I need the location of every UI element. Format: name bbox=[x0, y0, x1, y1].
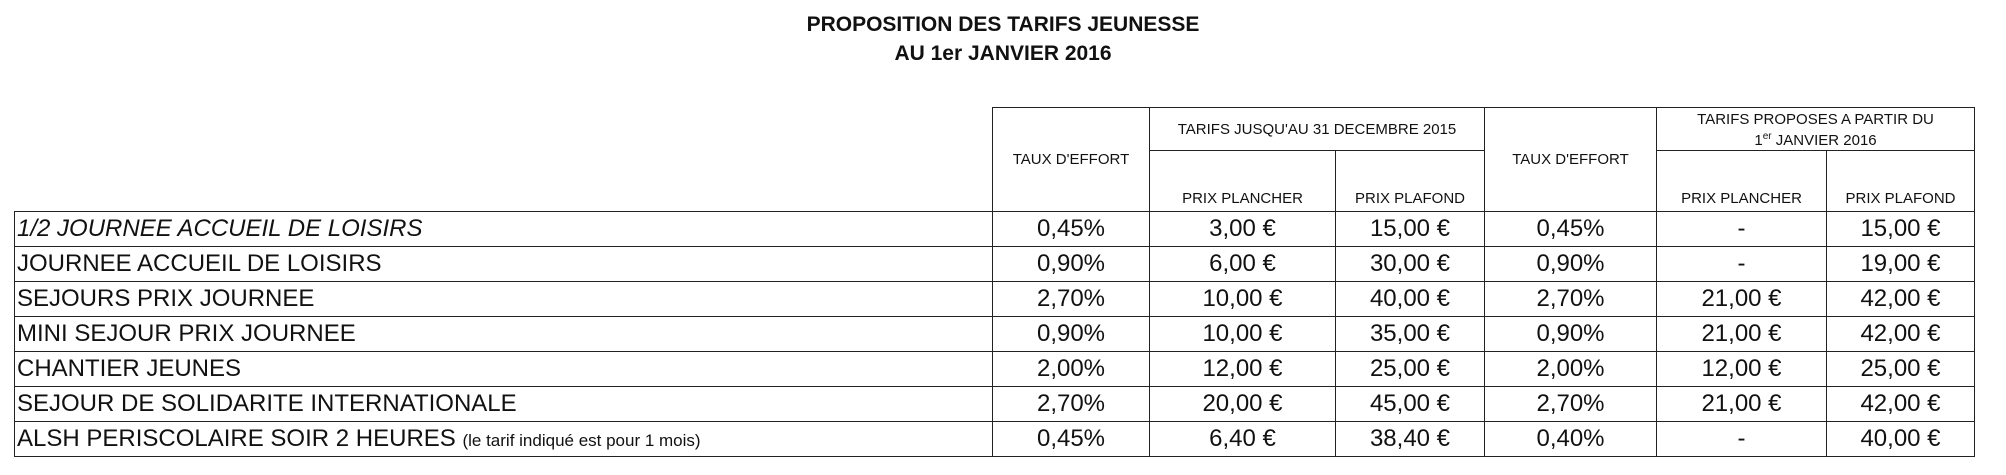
activity-label-cell bbox=[15, 282, 993, 317]
header-row-1 bbox=[15, 108, 1975, 151]
prix-plancher-new-cell: 21,00 € bbox=[1657, 317, 1827, 352]
prix-plafond-new-cell: 40,00 € bbox=[1827, 422, 1975, 457]
table-row bbox=[15, 352, 1975, 387]
prix-plafond-new-cell: 19,00 € bbox=[1827, 247, 1975, 282]
taux-effort-old-cell: 0,90% bbox=[993, 247, 1150, 282]
prix-plancher-new-cell: 21,00 € bbox=[1657, 282, 1827, 317]
header-prix-plafond-new: PRIX PLAFOND bbox=[1827, 151, 1975, 212]
prix-plafond-new-cell: 25,00 € bbox=[1827, 352, 1975, 387]
prix-plancher-old-cell: 12,00 € bbox=[1150, 352, 1336, 387]
header-prix-plafond-old: PRIX PLAFOND bbox=[1336, 151, 1485, 212]
header-tarifs-new-line-2 bbox=[1657, 128, 1974, 149]
prix-plafond-new-cell: 42,00 € bbox=[1827, 317, 1975, 352]
prix-plancher-new-cell: - bbox=[1657, 247, 1827, 282]
activity-label: CHANTIER JEUNES bbox=[17, 355, 242, 382]
prix-plancher-new-cell: - bbox=[1657, 212, 1827, 247]
header-tarifs-new-group bbox=[1657, 108, 1975, 151]
activity-label: JOURNEE ACCUEIL DE LOISIRS bbox=[17, 250, 382, 277]
activity-label: MINI SEJOUR PRIX JOURNEE bbox=[17, 320, 356, 347]
prix-plancher-new-cell: 21,00 € bbox=[1657, 387, 1827, 422]
taux-effort-new-cell: 0,40% bbox=[1485, 422, 1657, 457]
prix-plancher-old-cell: 6,40 € bbox=[1150, 422, 1336, 457]
header-tarifs-new-line-2-post: JANVIER 2016 bbox=[1771, 132, 1877, 149]
prix-plafond-old-cell: 35,00 € bbox=[1336, 317, 1485, 352]
taux-effort-new-cell: 0,90% bbox=[1485, 317, 1657, 352]
title-line-1: PROPOSITION DES TARIFS JEUNESSE bbox=[806, 13, 1200, 36]
table-row bbox=[15, 422, 1975, 457]
activity-label-cell bbox=[15, 387, 993, 422]
title-line-2: AU 1er JANVIER 2016 bbox=[894, 42, 1112, 65]
prix-plancher-old-cell: 10,00 € bbox=[1150, 282, 1336, 317]
activity-label-cell bbox=[15, 247, 993, 282]
taux-effort-old-cell: 0,45% bbox=[993, 422, 1150, 457]
activity-label-cell bbox=[15, 212, 993, 247]
table-row bbox=[15, 282, 1975, 317]
taux-effort-new-cell: 2,00% bbox=[1485, 352, 1657, 387]
header-taux-effort-new: TAUX D'EFFORT bbox=[1485, 108, 1657, 212]
activity-note: (le tarif indiqué est pour 1 mois) bbox=[462, 431, 701, 450]
prix-plafond-old-cell: 38,40 € bbox=[1336, 422, 1485, 457]
prix-plafond-old-cell: 25,00 € bbox=[1336, 352, 1485, 387]
document-title bbox=[0, 10, 2006, 68]
header-blank-cell bbox=[15, 108, 993, 212]
taux-effort-new-cell: 2,70% bbox=[1485, 387, 1657, 422]
prix-plafond-new-cell: 42,00 € bbox=[1827, 387, 1975, 422]
header-prix-plancher-new: PRIX PLANCHER bbox=[1657, 151, 1827, 212]
prix-plancher-old-cell: 20,00 € bbox=[1150, 387, 1336, 422]
header-prix-plancher-old: PRIX PLANCHER bbox=[1150, 151, 1336, 212]
header-taux-effort-old: TAUX D'EFFORT bbox=[993, 108, 1150, 212]
prix-plafond-new-cell: 42,00 € bbox=[1827, 282, 1975, 317]
header-tarifs-old-group: TARIFS JUSQU'AU 31 DECEMBRE 2015 bbox=[1150, 108, 1485, 151]
table-row bbox=[15, 317, 1975, 352]
taux-effort-old-cell: 0,45% bbox=[993, 212, 1150, 247]
prix-plancher-old-cell: 3,00 € bbox=[1150, 212, 1336, 247]
activity-label-cell bbox=[15, 352, 993, 387]
prix-plancher-new-cell: - bbox=[1657, 422, 1827, 457]
activity-label: SEJOURS PRIX JOURNEE bbox=[17, 285, 315, 312]
activity-label-cell bbox=[15, 422, 993, 457]
activity-label: SEJOUR DE SOLIDARITE INTERNATIONALE bbox=[17, 390, 517, 417]
prix-plafond-old-cell: 40,00 € bbox=[1336, 282, 1485, 317]
header-tarifs-new-line-2-pre: 1 bbox=[1754, 132, 1763, 149]
taux-effort-new-cell: 0,90% bbox=[1485, 247, 1657, 282]
taux-effort-old-cell: 2,70% bbox=[993, 282, 1150, 317]
prix-plafond-old-cell: 45,00 € bbox=[1336, 387, 1485, 422]
prix-plafond-new-cell: 15,00 € bbox=[1827, 212, 1975, 247]
header-tarifs-new-line-1: TARIFS PROPOSES A PARTIR DU bbox=[1697, 111, 1934, 128]
taux-effort-old-cell: 0,90% bbox=[993, 317, 1150, 352]
activity-label: 1/2 JOURNEE ACCUEIL DE LOISIRS bbox=[17, 215, 423, 242]
taux-effort-old-cell: 2,00% bbox=[993, 352, 1150, 387]
table-row bbox=[15, 212, 1975, 247]
table-row bbox=[15, 247, 1975, 282]
taux-effort-new-cell: 2,70% bbox=[1485, 282, 1657, 317]
activity-label-cell bbox=[15, 317, 993, 352]
header-tarifs-new-line-2-sup: er bbox=[1762, 131, 1772, 142]
taux-effort-new-cell: 0,45% bbox=[1485, 212, 1657, 247]
table-row bbox=[15, 387, 1975, 422]
prix-plancher-old-cell: 10,00 € bbox=[1150, 317, 1336, 352]
prix-plafond-old-cell: 15,00 € bbox=[1336, 212, 1485, 247]
activity-label: ALSH PERISCOLAIRE SOIR 2 HEURES bbox=[17, 425, 463, 452]
tariff-table bbox=[14, 107, 1975, 457]
prix-plancher-old-cell: 6,00 € bbox=[1150, 247, 1336, 282]
prix-plancher-new-cell: 12,00 € bbox=[1657, 352, 1827, 387]
prix-plafond-old-cell: 30,00 € bbox=[1336, 247, 1485, 282]
taux-effort-old-cell: 2,70% bbox=[993, 387, 1150, 422]
